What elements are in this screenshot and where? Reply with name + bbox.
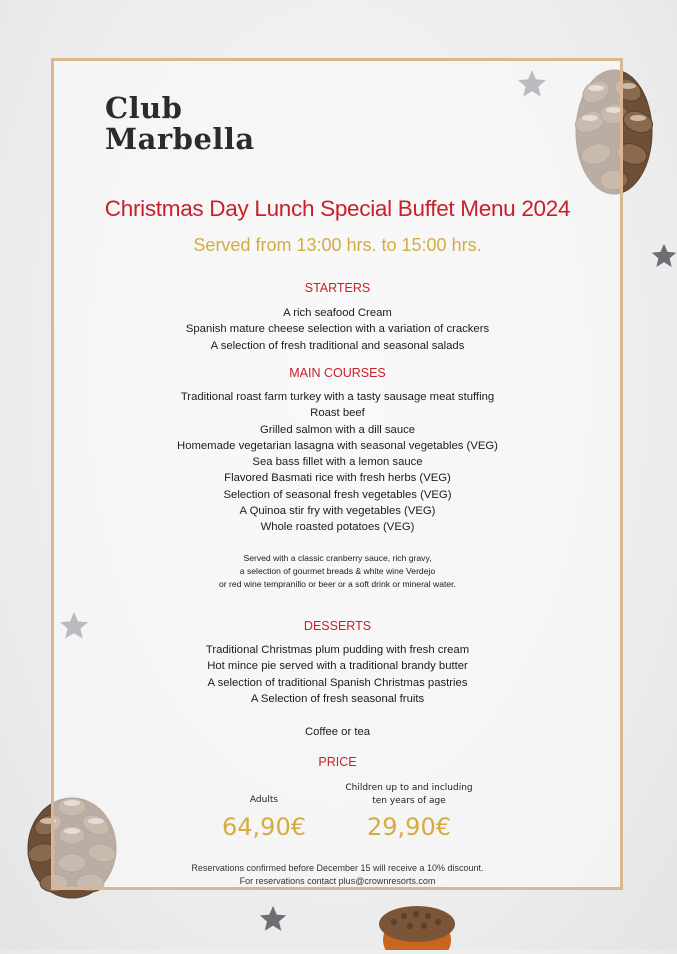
note-line: a selection of gourmet breads & white wine Verdejo (239, 566, 436, 576)
adults-price-label: Adults (249, 795, 279, 805)
dessert-item: A Selection of fresh seasonal fruits (250, 692, 425, 705)
note-line: Served with a classic cranberry sauce, rich gravy, (243, 553, 432, 563)
main-item: Selection of seasonal fresh vegetables (VEG) (223, 488, 452, 501)
discount-note: Reservations confirmed before December 15 will receive a 10% discount. (191, 863, 484, 873)
menu-subtitle: Served from 13:00 hrs. to 15:00 hrs. (193, 235, 482, 255)
main-item: Flavored Basmati rice with fresh herbs (VEG) (224, 472, 451, 485)
star-icon (650, 242, 677, 270)
dessert-item: A selection of traditional Spanish Christmas pastries (207, 676, 468, 689)
main-item: Grilled salmon with a dill sauce (259, 423, 416, 436)
logo-line-2: Marbella (105, 122, 255, 156)
dessert-item: Hot mince pie served with a traditional brandy butter (207, 660, 468, 673)
reservation-contact: For reservations contact plus@crownresorts.com (239, 876, 436, 886)
starters-list (60, 305, 615, 354)
main-item: Whole roasted potatoes (VEG) (260, 521, 415, 534)
main-item: Sea bass fillet with a lemon sauce (252, 456, 423, 469)
starter-item: A rich seafood Cream (283, 307, 392, 319)
main-item: Traditional roast farm turkey with a tasty sausage meat stuffing (180, 391, 495, 403)
main-item: Roast beef (310, 407, 365, 420)
main-courses-list (60, 389, 615, 536)
adults-price-value: 64,90€ (222, 813, 306, 841)
starter-item: A selection of fresh traditional and seasonal salads (210, 339, 465, 352)
footer (60, 862, 615, 888)
star-icon (258, 904, 288, 934)
price-heading: PRICE (318, 755, 357, 769)
main-item: A Quinoa stir fry with vegetables (VEG) (239, 505, 436, 518)
children-price-value: 29,90€ (367, 813, 451, 841)
children-label-line-1: Children up to and including (345, 783, 473, 793)
starters-heading: STARTERS (304, 281, 371, 295)
desserts-heading: DESSERTS (303, 619, 372, 633)
starter-item: Spanish mature cheese selection with a variation of crackers (185, 323, 490, 336)
club-marbella-logo (105, 93, 255, 155)
coffee-or-tea: Coffee or tea (304, 726, 371, 738)
note-line: or red wine tempranillo or beer or a soft drink or mineral water. (219, 579, 456, 589)
acorn-icon (372, 904, 462, 954)
logo-line-1: Club (105, 91, 183, 125)
children-label-line-2: ten years of age (372, 796, 446, 806)
main-courses-heading: MAIN COURSES (289, 366, 386, 380)
menu-title: Christmas Day Lunch Special Buffet Menu 2024 (104, 196, 571, 221)
desserts-list (60, 642, 615, 707)
main-item: Homemade vegetarian lasagna with seasonal vegetables (VEG) (177, 439, 498, 452)
children-price-label (334, 782, 484, 808)
dessert-item: Traditional Christmas plum pudding with fresh cream (205, 644, 470, 656)
main-courses-note (60, 552, 615, 591)
